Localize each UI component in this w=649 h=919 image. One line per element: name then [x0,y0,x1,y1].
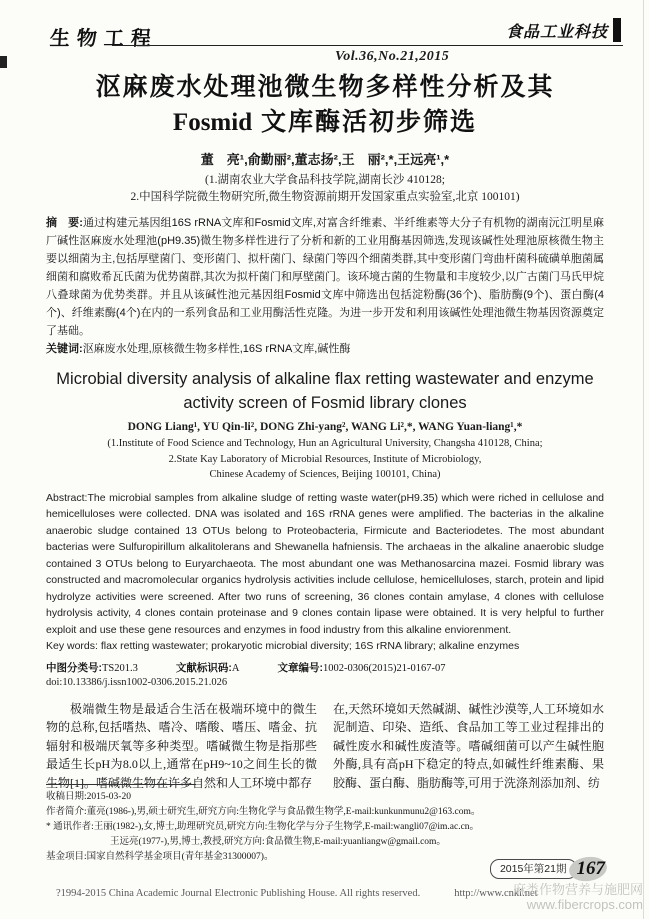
title-line-2 [46,105,604,140]
keywords-cn-label: 关键词: [46,343,83,355]
footnote-block [46,784,612,865]
article-content [46,70,604,792]
cnki-url: http://www.cnki.net [454,888,538,899]
author-bio: 作者简介:董亮(1986-),男,硕士研究生,研究方向:生物化学与食品微生物学,E-mail:kunkunmunu2@163.com。 [46,807,481,817]
journal-masthead [500,18,623,46]
doi: doi:10.13386/j.issn1002-0306.2015.21.026 [46,676,228,688]
affiliation-en-1: (1.Institute of Food Science and Technology, Hun an Agricultural University, Changsha 410128, China; [107,438,543,449]
article-title-chinese [46,70,604,140]
affiliation-cn-2: 2.中国科学院微生物研究所,微生物资源前期开发国家重点实验室,北京 100101) [130,190,520,203]
issue-page-badge [490,858,611,880]
issue-label: 2015年第21期 [490,859,577,879]
corresponding-author-2: 王远亮(1977-),男,博士,教授,研究方向:食品微生物,E-mail:yuanliangw@gmail.com。 [110,837,446,847]
affiliation-en-3: Chinese Academy of Sciences, Beijing 100101, China) [209,469,441,480]
affiliations-chinese [46,172,604,205]
keywords-cn-text: 沤麻废水处理,原核微生物多样性,16S rRNA文库,碱性酶 [82,343,351,355]
footnote-divider [46,784,196,785]
abstract-english [46,490,604,639]
clc-number: 中图分类号:TS201.3 [46,661,138,674]
journal-section-logo: 生物工程 [49,28,159,50]
fund-project: 基金项目:国家自然科学基金项目(青年基金31300007)。 [46,852,274,862]
affiliations-english [46,436,604,483]
abstract-cn-label: 摘 要: [46,217,83,229]
journal-title-logo: 食品工业科技 [505,24,608,41]
keywords-en-text: flax retting wastewater; prokaryotic microbial diversity; 16S rRNA library; alkaline enzymes [100,640,520,652]
article-title-english: Microbial diversity analysis of alkaline flax retting wastewater and enzyme activity screen of Fosmid library clones [56,370,594,412]
logo-bar-decoration [613,18,621,42]
body-column-left: 极端微生物是最适合生活在极端环境中的微生物的总称,包括嗜热、嗜冷、嗜酸、嗜压、嗜金、抗辐射和极端厌氧等多种类型。嗜碱微生物是指那些最适生长pH为8.0以上,通常在pH9~10之间生长的微生物[1]。嗜碱微生物在许多自然和人工环境中都存 [46,701,317,790]
watermark [513,882,643,912]
scan-edge-artifact [643,0,644,919]
abstract-en-label: Abstract: [46,491,88,504]
article-id: 文章编号:1002-0306(2015)21-0167-07 [277,661,446,674]
body-text-columns [46,700,604,793]
page-number: 167 [571,858,612,880]
affiliation-cn-1: (1.湖南农业大学食品科技学院,湖南长沙 410128; [205,174,445,186]
watermark-site-url: www.fibercrops.com [526,897,643,912]
copyright-line [56,888,538,899]
watermark-site-name: 麻类作物营养与施肥网 [512,882,643,897]
authors-chinese: 董 亮¹,俞勤丽²,董志扬²,王 丽²,*,王远亮¹,* [200,152,450,167]
abstract-cn-text: 通过构建元基因组16S rRNA文库和Fosmid文库,对富含纤维素、半纤维素等大分子有机物的湖南沅江明星麻厂碱性沤麻废水处理池(pH9.35)微生物多样性进行了分析和新的工业用酶基因筛选,发现该碱性处理池原核微生物主要以细菌为主,包括厚壁菌门、变形菌门、拟杆菌门、绿菌门等四个细菌类群,其中变形菌门弯曲杆菌科硫磺单胞菌属细菌和腐败希瓦氏菌为优势菌群,其次为拟杆菌门和厚壁菌门。该环境古菌的生物量和丰度较少,以广古菌门马氏甲烷八叠球菌为优势类群。并且从该碱性池元基因组Fosmid文库中筛选出包括淀粉酶(36个)、脂肪酶(9个)、蛋白酶(4个)、纤维素酶(4个)在内的一系列食品和工业用酶活性克隆。为进一步开发和利用该碱性处理池微生物基因资源奠定了基础。 [46,217,604,337]
scan-mark-artifact [0,56,7,68]
copyright-text: ?1994-2015 China Academic Journal Electronic Publishing House. All rights reserved. [56,888,421,899]
authors-english: DONG Liang¹, YU Qin-li², DONG Zhi-yang², WANG Li²,*, WANG Yuan-liang¹,* [127,421,523,433]
keywords-english [46,638,604,655]
keywords-chinese [46,340,604,358]
keywords-en-label: Key words: [46,640,98,652]
abstract-en-text: The microbial samples from alkaline sludge of retting waste water(pH9.35) which were riched in cellulose and hemicelluloses were collected. DNA was isolated and 16S rRNA genes were amplified. The bacterias in the alkaline anaerobic sludge contained 13 OTUs belong to Proteobacteria, Firmicute and Bacteriodetes. The most abundant bacterias were Sulfuropirillum alkalitolerans and Shewanella hafniensis. The archaeas in the alkaline anaerobic sludge contained 3 OTUs belong to Euryarchaeota. The most abundant one was Methanosarcina mazei. Fosmid library was constructed and macromolecular organics hydrolysis activities include cellulose, hemicelluloses, starch, protein and lipid hydrolyze activities were screened. After two runs of screening, 36 clones contain amylase, 4 clones with cellulose hydrolysis activity, 4 clones contain proteinase and 9 clones contain lipase were obtained. It is very helpful to further exploit and use these gene resources and enzymes in food industry from this alkaline enviorenment. [46,491,604,636]
document-code: 文献标识码:A [175,661,240,674]
affiliation-en-2: 2.State Kay Laboratory of Microbial Resources, Institute of Microbiology, [168,453,482,465]
volume-issue-info: Vol.36,No.21,2015 [335,49,450,64]
corresponding-author-1: * 通讯作者:王丽(1982-),女,博士,助理研究员,研究方向:生物化学与分子生物学,E-mail:wangli07@im.ac.cn。 [46,822,480,832]
received-date: 收稿日期:2015-03-20 [46,792,131,802]
title-line-2-cn: 文库酶活初步筛选 [252,108,478,136]
title-fosmid-word: Fosmid [172,109,253,136]
title-line-1: 沤麻废水处理池微生物多样性分析及其 [95,73,555,101]
article-meta-row [46,660,604,675]
abstract-chinese [46,214,604,340]
body-column-right: 在,天然环境如天然碱湖、碱性沙漠等,人工环境如水泥制造、印染、造纸、食品加工等工业过程排出的碱性废水和碱性废渣等。嗜碱细菌可以产生碱性胞外酶,具有高pH下稳定的特点,如碱性纤维素酶、果胶酶、蛋白酶、脂肪酶等,可用于洗涤剂添加剂、纺 [333,701,604,790]
